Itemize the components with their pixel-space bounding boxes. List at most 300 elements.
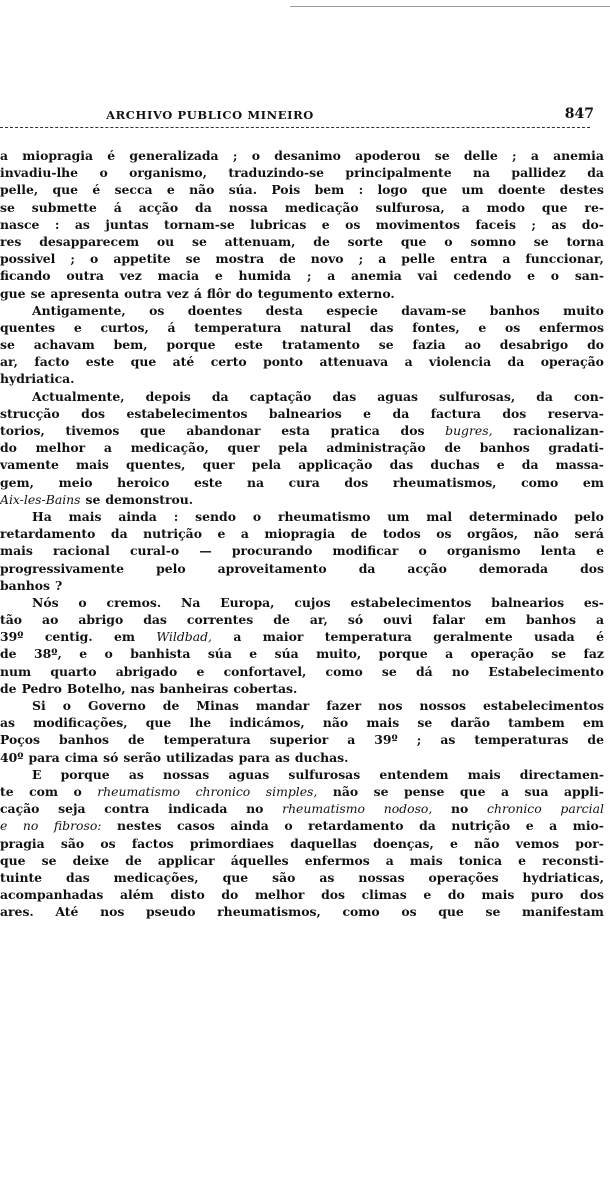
word: na [472,165,491,181]
word: hydriatica. [0,371,75,387]
word: se [533,233,549,249]
word: Até [55,904,79,920]
word: 39º [374,732,398,748]
word: banhista [130,646,191,662]
word: em [484,612,506,628]
text-line [0,817,604,834]
word: meio [58,474,93,490]
word: sulfurosas [288,766,361,782]
word: juntas [105,216,149,232]
word: centig. [44,629,93,645]
word: applicar [157,852,215,868]
word: tratamento [281,337,360,353]
word: sua [524,783,549,799]
word: achavam [33,337,95,353]
word: a [327,268,336,284]
text-line [0,388,604,405]
word: ar, [309,612,328,628]
word: rheumatismos, [392,474,497,490]
text-line [0,611,604,628]
word: apresenta [50,285,120,301]
word: a [530,148,539,163]
word: a [445,646,454,662]
word: de [128,732,145,748]
word: as [440,732,456,748]
word: as [551,216,567,232]
word: da [536,388,553,404]
word: e [363,405,372,421]
word: desta [265,302,303,318]
word: e [166,182,175,198]
text-line [0,869,604,886]
word: da [587,165,604,181]
word: e [496,457,505,473]
text-line [0,422,604,439]
text-line [0,474,604,491]
word: é [92,182,101,198]
word: será [574,526,604,542]
word: — [199,543,212,559]
word: o [284,818,293,834]
word: 40º [0,749,24,765]
word: daquellas [290,835,357,851]
word: este [193,474,223,490]
word: mais [409,852,443,868]
italic-word: chronico [195,783,251,799]
text-line [0,147,604,164]
word: enfermos [304,852,370,868]
word: rheumatismos, [217,904,321,920]
word: pallidez [511,165,566,181]
word: da [195,199,212,215]
word: mais [68,508,102,524]
word: ainda [118,508,157,524]
word: mais [467,766,501,782]
word: mais [481,887,515,903]
word: operações [428,869,499,885]
word: demorada [478,560,549,576]
italic-word: parcial [560,801,604,817]
word: nos [100,904,125,920]
word: por- [575,835,604,851]
word: o [251,148,260,163]
word: a [461,199,470,215]
word: climas [361,887,407,903]
word: appetite [113,251,171,267]
word: tambem [508,715,565,731]
word: tornam-se [164,216,235,232]
text-line [0,319,604,336]
word: das [66,869,90,885]
word: gue [0,285,26,301]
word: te [0,783,14,799]
word: procurando [231,543,313,559]
word: lubricas [250,216,307,232]
word: maior [262,629,304,645]
word: tuinte [0,869,43,885]
word: ; [358,251,364,267]
word: acompanhadas [0,887,104,903]
text-line [0,577,604,594]
word: um [387,508,410,524]
word: este [234,337,263,353]
word: a [240,526,249,542]
word: fontes, [412,319,460,335]
word: o [444,233,453,249]
word: torios, [0,423,45,438]
word: reconsti- [542,852,604,868]
word: Pois [271,182,301,198]
word: se [0,199,15,215]
word: progressivamente [0,560,125,576]
word: violencia [429,354,492,370]
word: darão [450,715,490,731]
word: cação [0,801,40,817]
word: vamente [0,457,59,473]
text-line [0,491,604,508]
word: que [130,354,157,370]
word: facto [34,354,70,370]
italic-word: nodoso, [383,801,433,817]
word: mandar [255,698,310,713]
word: outra [124,285,162,301]
text-line [0,800,604,817]
text-line [0,697,604,714]
italic-word: bugres, [445,423,493,438]
word: ficando [0,268,51,284]
word: certo [210,354,247,370]
word: cima [64,749,99,765]
word: do [0,440,17,456]
word: as [0,715,16,731]
word: bem [314,182,345,198]
word: disto [170,887,205,903]
word: mio- [572,818,604,834]
word: ou [156,233,175,249]
word: pelo [156,560,186,576]
word: ao [42,612,59,628]
word: aproveitamento [217,560,327,576]
word: entra [450,251,488,267]
text-line [0,199,604,216]
word: vemos [515,835,560,851]
word: dos [344,474,369,490]
word: em [582,474,604,490]
word: torna [566,233,604,249]
word: aguas [228,766,270,782]
word: pela [251,457,282,473]
word: sulfurosas, [439,388,516,404]
word: Estabelecimento [488,663,604,679]
word: á [193,285,202,301]
text-line [0,903,604,920]
word: massa- [555,457,604,473]
word: como [325,663,363,679]
word: e [518,852,527,868]
word: dos [580,560,604,576]
word: traduzindo-se [228,165,325,181]
word: macia [157,268,200,284]
word: e [249,646,258,662]
text-line [0,749,604,766]
word: ; [70,251,75,267]
word: ponto [263,354,304,370]
word: estabelecimentos [126,405,248,421]
word: os [100,835,116,851]
word: nutrição [451,818,511,834]
word: que [140,423,166,438]
word: a [0,148,9,163]
word: pelo [574,508,604,524]
word: acção [138,199,179,215]
word: falar [432,612,465,628]
word: a [549,818,558,834]
word: no [246,801,264,817]
word: es- [583,594,604,610]
word: e [196,663,205,679]
word: a [500,783,509,799]
word: demonstrou. [105,491,194,507]
word: captação [249,388,312,404]
word: só [347,612,364,628]
word: nestes [117,818,162,834]
text-line [0,663,604,680]
word: a [595,612,604,628]
word: res [0,233,22,249]
word: ? [54,577,63,593]
text-line [0,285,604,302]
word: a [103,440,112,456]
word: indicámos, [229,715,305,731]
text-line [0,731,604,748]
word: as [74,216,90,232]
word: esta [281,423,310,438]
word: melhor [35,440,86,456]
word: se [41,852,57,868]
page-number: 847 [564,106,594,122]
word: que [145,715,172,731]
word: os [345,216,361,232]
word: casos [177,818,215,834]
word: que [438,904,464,920]
word: os [149,302,165,318]
text-line [0,542,604,559]
word: attenuam, [224,233,296,249]
word: porque [166,337,216,353]
word: : [358,182,364,198]
word: secca [114,182,153,198]
italic-word: Aix-les-Bains [0,491,81,507]
word: até [172,354,195,370]
word: as [274,749,290,765]
word: logo [377,182,408,198]
word: balnearios [491,594,565,610]
word: das [143,612,167,628]
word: desabrigo [499,337,569,353]
word: sendo [195,508,236,524]
word: miopragia [264,526,336,542]
word: se [417,715,433,731]
word: depois [145,388,191,404]
word: mal [426,508,453,524]
page-header [0,106,604,126]
word: lenta [540,543,576,559]
italic-word: simples, [265,783,318,799]
word: de [0,646,17,662]
word: balnearios [268,405,342,421]
word: este [85,354,115,370]
word: Ha [32,508,52,524]
top-edge-rule [290,6,610,7]
word: em [114,629,136,645]
word: a [404,354,413,370]
word: e [527,268,535,284]
word: abrigado [115,663,178,679]
italic-word: e [0,818,8,834]
word: e [214,268,223,284]
word: abandonar [186,423,261,438]
text-line [0,267,604,284]
word: para [238,749,270,765]
text-line [0,714,604,731]
word: vez [166,285,189,301]
word: não [322,715,349,731]
word: E [32,766,42,782]
word: con- [573,388,604,404]
word: se [381,663,397,679]
word: modo [486,199,525,215]
text-line [0,560,604,577]
text-line [0,835,604,852]
text-line [0,456,604,473]
word: para [28,749,60,765]
word: 39º [0,629,24,645]
text-line [0,302,604,319]
word: de [350,526,368,542]
word: as [319,869,335,885]
word: o [104,646,113,662]
word: Nós [32,594,59,610]
word: applicação [298,457,373,473]
word: tegumento [257,285,333,301]
text-line [0,645,604,662]
word: ouvi [383,612,413,628]
word: ares. [0,904,34,920]
word: faceis [475,216,516,232]
word: serão [123,749,162,765]
word: lhe [189,715,212,731]
word: do [587,337,604,353]
word: banhos [489,302,540,318]
word: são [60,835,85,851]
word: heroico [117,474,170,490]
word: porque [378,646,428,662]
word: como [521,474,559,490]
word: estabelecimentos [350,594,472,610]
word: se [378,337,394,353]
word: duchas [430,457,480,473]
word: muito [563,302,604,318]
word: tivemos [65,423,120,438]
word: dá [415,663,433,679]
word: estabelecimentos [482,698,604,713]
word: nutrição [143,526,202,542]
text-line [0,852,604,869]
text-line [0,250,604,267]
word: enfermos [538,319,604,335]
word: cural-o [129,543,180,559]
word: na [247,474,265,490]
word: vez [119,268,142,284]
word: no [451,663,470,679]
word: pseudo [146,904,196,920]
word: utilizadas [166,749,234,765]
word: é [107,148,116,163]
word: os [401,904,417,920]
word: pense [403,783,445,799]
word: cobertas. [233,680,298,696]
word: cedendo [453,268,512,284]
word: contra [104,801,150,817]
word: generalizada [129,148,219,163]
word: e [478,319,487,335]
word: : [54,216,60,232]
word: do [235,285,253,301]
word: quer [227,440,260,456]
word: medicações, [113,869,199,885]
word: reserva- [547,405,604,421]
word: e [73,319,82,335]
italic-word: fibroso: [53,818,102,834]
word: á [167,319,176,335]
word: submette [31,199,97,215]
word: ; [511,148,517,163]
word: banhos [479,440,530,456]
word: abrigo [78,612,124,628]
word: desanimo [274,148,341,163]
word: dos [580,887,604,903]
text-line [0,353,604,370]
word: dos [81,405,105,421]
word: cremos. [106,594,162,610]
word: acção [407,560,447,576]
word: do- [581,216,604,232]
word: súa [274,646,299,662]
word: nossos [419,698,466,713]
word: pelle, [0,182,39,198]
word: destes [559,182,604,198]
word: fazer [326,698,362,713]
word: gradati- [548,440,604,456]
text-line [0,439,604,456]
word: se [485,904,501,920]
word: que [541,199,568,215]
word: dos [321,887,345,903]
word: banheiras [159,680,229,696]
word: porque [60,766,110,782]
word: racional [52,543,110,559]
word: das [332,388,357,404]
word: externo. [337,285,395,301]
word: sulfurosa, [375,199,445,215]
word: os [436,526,452,542]
word: Si [32,698,46,713]
word: natural [300,319,352,335]
word: curtos, [100,319,149,335]
word: dos [400,423,425,438]
word: tão [0,612,23,628]
word: quarto [50,663,97,679]
